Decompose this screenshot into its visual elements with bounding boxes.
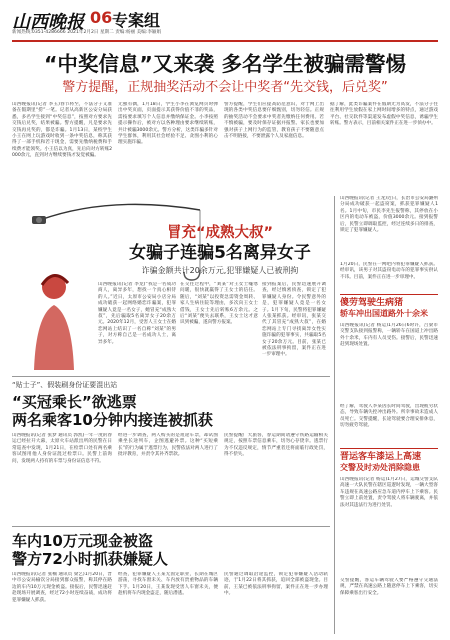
lead-column-2: 无独有偶，1月18日，学生小李在浏览网页时弹出中奖页面，页面提示其获得价值不菲的奖品，需按要求填写个人信息并缴纳保证金。小李按照提示操作后，被对方以各种理由要求继续转账，共计被骗3000余元。警方分析，这类诈骗多针对学生群体，利用其社会经验不足、贪图小利的心理实施诈骗。 <box>118 102 218 146</box>
lower-headline-line1: “买冠乘长”欲逃票 <box>12 393 137 411</box>
newspaper-logo: 山西晚报 <box>12 12 84 33</box>
lower-kicker: “贴士子”、假装刷身份证要混出站 <box>12 381 118 389</box>
lead-headline: “中奖信息”又来袭 多名学生被骗需警惕 <box>43 52 407 76</box>
sidebar-bottom-headline-line2: 交警及时劝处消除隐患 <box>340 463 420 472</box>
sidebar-mid-headline-line1: 傻劳驾驶生病猪 <box>340 298 404 308</box>
lower-column-2: 经进一步调查，两人购买的是短途车票，却试图乘坐长途列车，企图逃避补票。这种“买短乘长”的行为属于逃票行为，民警依法对两人进行了批评教育，并责令其补齐票款。 <box>118 433 218 458</box>
bottom-column-3: 民警通过调取沿途监控，锁定犯罪嫌疑人活动轨迹，于1月22日将其抓获，追回全部被盗现金。目前，王某已被依法刑事拘留，案件正在进一步办理中。 <box>224 572 328 597</box>
sidebar-mid-column-2: 经了解，驾驶人李某因长时间驾驶，出现疲劳状态，导致车辆失控冲出路外。所幸事故未造成人员死亡。交警提醒，长途驾驶要合理安排休息，切勿疲劳驾驶。 <box>340 404 438 429</box>
sidebar-bottom-divider <box>340 448 438 449</box>
sidebar-top-column-2: 1月20日，民警在一网吧内将犯罪嫌疑人抓获。经审讯，该男子对其盗窃电动车的犯罪事实供认不讳。目前，案件正在进一步审理中。 <box>340 262 438 280</box>
feature-column-1: 山西晚报讯(记者 李龙)“我是一名成功商人，离异多年，想找一个真心相待的人。”近日，太原市公安局小店分局成功破获一起网络婚恋诈骗案，犯罪嫌疑人竟是一名女子，她冒充“成熟大叔”，先后骗取5名离异女子20余万元。2020年12月，受害人王女士在婚恋网站上结识了一名自称“刘某”的男子，对方称自己是一名成功人士，离异多年。 <box>98 282 176 345</box>
masthead-divider <box>12 40 438 42</box>
sidebar-mid-column-1: 山西晚报讯(记者 杨运)1月26日6时许，吕梁市交警支队接到报警称，一辆轿车在国道上冲出路外十余米，车内有人员受伤。接警后，民警迅速赶到现场处置。 <box>340 323 438 348</box>
feature-subheadline: 诈骗金额共计20余万元,犯罪嫌疑人已被刑拘 <box>141 266 299 275</box>
sidebar-mid-divider <box>340 294 438 295</box>
sidebar-bottom-column-1: 山西晚报讯(记者 杨运)1月27日，运城交警支队高速一大队民警在辖区巡逻时发现，一辆大型客车违规在高速公路应急车道内停车上下乘客。民警立即上前处置，责令驾驶人将车辆驶离，并依法对其违法行为进行处罚。 <box>340 477 438 508</box>
lower-column-3: 民警提醒广大旅客，春运期间请遵守铁路运输相关规定，按照车票信息乘车，切勿心存侥幸。逃票行为不仅违反规定，情节严重者还将面临行政处罚，得不偿失。 <box>224 433 328 458</box>
lower-divider <box>12 376 330 377</box>
lower-headline-line2: 两名乘客10分钟内接连被抓获 <box>12 411 213 429</box>
sidebar-mid-headline-line2: 轿车冲出国道路外十余米 <box>340 309 428 318</box>
feature-column-3: 接到报案后，民警迅速展开调查，经过缜密侦查，锁定了犯罪嫌疑人身份。令民警意外的是，犯罪嫌疑人竟是一名女子。1月下旬，民警将犯罪嫌疑人张某抓获。经审讯，张某交代了其冒充“成熟大叔”，在婚恋网站上专门寻找离异女性实施诈骗的犯罪事实，共骗取5名女子20余万元。目前，张某已被依法刑事拘留，案件正在进一步审理中。 <box>262 282 326 358</box>
page-number: 06 <box>90 8 113 27</box>
lead-column-1: 山西晚报讯(记者 李玉)春节将至，不法分子又准备在假期里“捞”一笔。记者从高新区公安分局获悉，多名学生接到“中奖信息”，按照对方要求先交钱后兑奖，结果被骗。警方提醒，凡是要求先交钱再兑奖的，都是诈骗。1月13日，某校学生小王在网上玩游戏时收到一条中奖信息，称其获得了一部手机和若干现金，需要先缴纳税费和手续费才能领奖。小王信以为真，先后向对方转账2000余元，直到对方继续要钱才发觉被骗。 <box>12 102 112 159</box>
lead-subheadline: 警方提醒，正规抽奖活动不会让中奖者“先交钱，后兑奖” <box>62 80 388 95</box>
sidebar-bottom-column-2: 交警提醒，客运车辆驾驶人要严格遵守交通法规，严禁在高速公路上随意停车上下乘客，切实保障乘客出行安全。 <box>340 578 438 596</box>
sidebar-vertical-divider <box>334 196 335 634</box>
masthead-info: 新闻热线:0351-4286666 2021年2月2日 星期二 责编:杨丽 美编:李颖娟 <box>12 30 162 35</box>
feature-column-2: 在交往过程中，“刘某”对王女士嘘寒问暖，很快就赢得了王女士的信任。随后，“刘某”以投资急需资金周转、家人生病住院等理由，多次向王女士借钱，王女士先后转账6万余元。之后“刘某”便失去联系，王女士这才意识到被骗，遂向警方报案。 <box>180 282 258 326</box>
feature-headline-main: 女骗子连骗5名离异女子 <box>129 243 311 263</box>
sidebar-top-column: 山西晚报讯(记者 王龙)近日，长治市公安局潞州分局成功破获一起盗窃案，抓获犯罪嫌疑人1名。1月中旬，市民李先生报警称，其停放在小区内的电动车被盗，价值3000余元。接到报警后，民警立即调取监控，经过连续多日的排查，锁定了犯罪嫌疑人。 <box>340 196 438 234</box>
bottom-headline-line2: 警方72小时抓获嫌疑人 <box>12 550 168 568</box>
feature-headline-top: 冒充“成熟大叔” <box>166 225 274 241</box>
bottom-headline-line1: 车内10万元现金被盗 <box>12 532 153 550</box>
section-name: 专案组 <box>112 11 161 30</box>
bottom-divider <box>12 526 330 527</box>
lead-column-4: 据了解，此类诈骗案件在假期尤为高发，不法分子往往利用学生放假在家上网时间增多的特点，通过游戏平台、社交软件等渠道发布虚假中奖信息，诱骗学生转账。警方表示，目前相关案件正在进一步侦办中。 <box>330 102 438 127</box>
sidebar-bottom-headline-line1: 晋运客车漆运上高速 <box>340 452 422 462</box>
woman-silhouette-illustration <box>14 265 92 370</box>
bottom-column-2: 经查，犯罪嫌疑人王某无固定职业，长期在城区游荡，寻找车窗未关、车内放有贵重物品的车辆下手。1月20日，王某发现受害人车窗未关，便趁机将车内现金盗走，随后潜逃。 <box>118 572 218 597</box>
lead-column-3: 警方提醒，学生们应提高防范意识，对于网上出现的各类中奖信息要仔细甄别，切勿轻信。正规的抽奖活动不会要求中奖者先缴纳任何费用。若不慎被骗，要及时保存证据并报警。家长也要加强对孩子上网行为的监管，教育孩子不要随意点击不明链接，不要泄露个人及家庭信息。 <box>224 102 324 140</box>
masthead <box>12 6 438 38</box>
lower-column-1: 山西晚报讯(记者 张梦 通讯员 郭凯)一年一度的春运已经拉开大幕，太原火车站派出所的民警在日常巡查中发现，1月21日，在检票口处有两名乘客试图用他人身份证混过检票口。民警上前询问，发现两人持有的车票与身份证信息不符。 <box>12 433 112 464</box>
bottom-column-1: 山西晚报讯(记者 张楠 通讯员 梁艺)1月20日，晋中市公安局榆次分局接到群众报警，称其停在路边的车内10万元现金被盗。接报后，民警迅速赶赴现场开展调查，经过72小时连续奋战，成功将犯罪嫌疑人抓获。 <box>12 572 112 603</box>
